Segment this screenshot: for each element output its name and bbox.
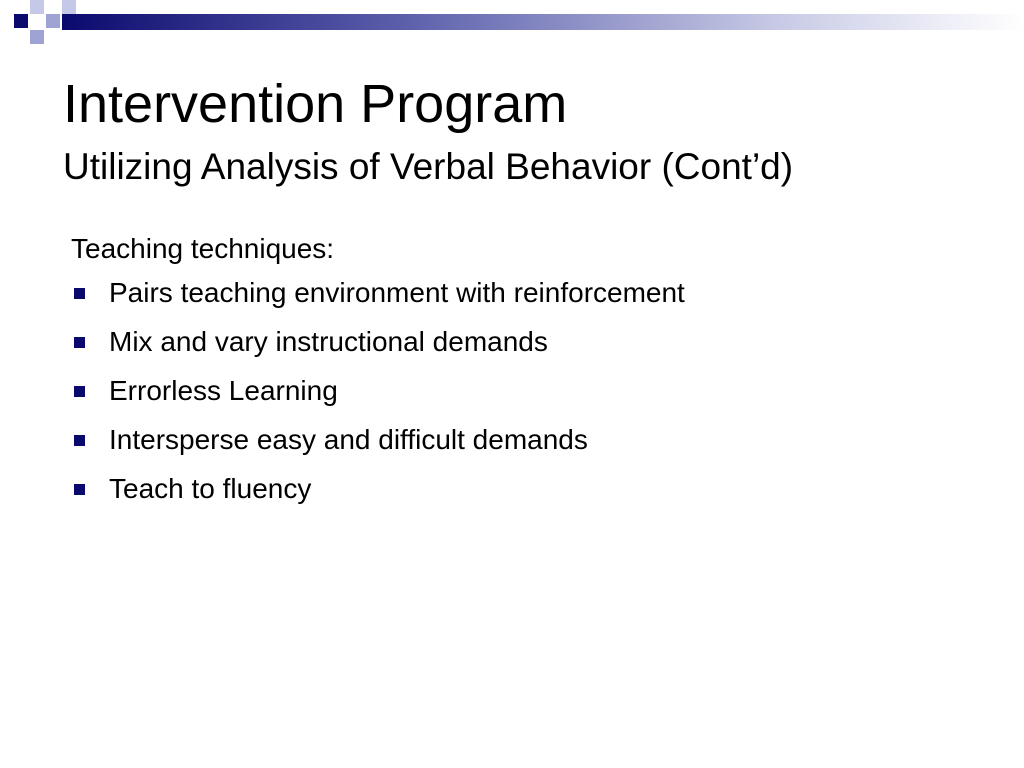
bullet-text: Errorless Learning xyxy=(109,375,338,406)
square-bullet-icon xyxy=(74,288,85,299)
list-item xyxy=(71,322,971,371)
decorative-square-icon xyxy=(46,14,60,28)
slide-subtitle: Utilizing Analysis of Verbal Behavior (Cont’d) xyxy=(63,146,794,187)
decorative-square-icon xyxy=(30,30,44,44)
decorative-square-icon xyxy=(30,0,44,14)
list-item xyxy=(71,371,971,420)
bullet-text: Mix and vary instructional demands xyxy=(109,326,548,357)
list-item xyxy=(71,273,971,322)
bullet-list xyxy=(71,273,971,518)
square-bullet-icon xyxy=(74,386,85,397)
bullet-text: Intersperse easy and difficult demands xyxy=(109,424,588,455)
list-item xyxy=(71,420,971,469)
intro-text: Teaching techniques: xyxy=(71,233,335,264)
square-bullet-icon xyxy=(74,484,85,495)
decorative-square-icon xyxy=(62,0,76,14)
square-bullet-icon xyxy=(74,337,85,348)
decorative-square-icon xyxy=(14,14,28,28)
bullet-text: Pairs teaching environment with reinforcement xyxy=(109,277,685,308)
header-gradient-bar xyxy=(62,14,1024,30)
slide-title: Intervention Program xyxy=(63,74,568,134)
bullet-text: Teach to fluency xyxy=(109,473,312,504)
slide-body xyxy=(71,229,971,518)
list-item xyxy=(71,469,971,518)
square-bullet-icon xyxy=(74,435,85,446)
